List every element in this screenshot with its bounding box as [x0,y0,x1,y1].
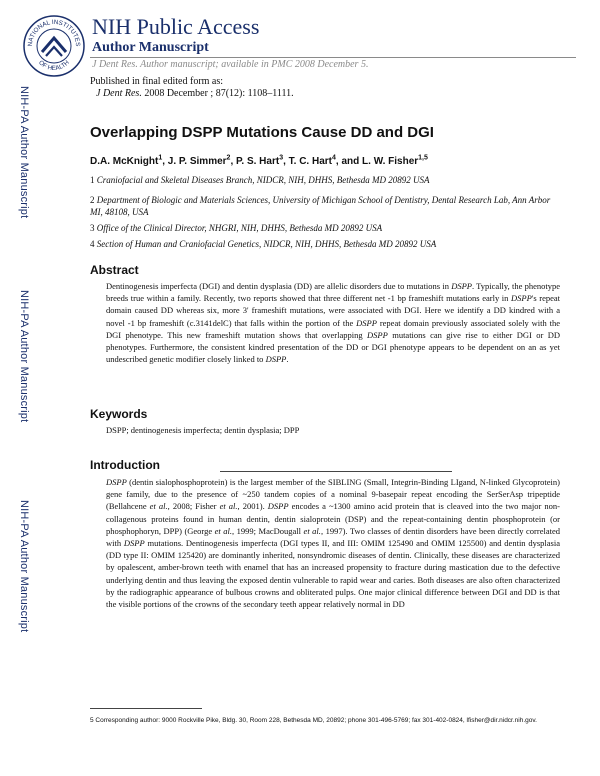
side-banner-2: NIH-PA Author Manuscript [18,290,30,423]
abstract-text: 's repeat domain caused DD whereas six, more 3' frameshift mutations, were associated with DGI. Here we identify a DD kindred with a novel -1 bp frameshift (c.3141delC) that falls within the portion of the [106,293,560,328]
abstract-text: repeat domain previously associated solely with the DGI phenotype. This new frameshift mutation shows that overlapping [106,317,561,340]
side-banner-3: NIH-PA Author Manuscript [18,500,30,633]
author-name: D.A. McKnight [90,156,159,167]
intro-etal: et al. [214,525,233,536]
logo-top-text: NATIONAL INSTITUTES [26,18,82,47]
author-sup: 3 [279,154,284,162]
abstract-gene: DSPP [511,293,532,304]
intro-text: , 2001). [237,501,268,512]
nih-logo [22,14,86,78]
affiliation [90,194,560,218]
intro-etal: et al. [303,525,321,536]
footnote-divider [90,708,202,709]
affiliation-number: 3 [90,223,95,233]
intro-etal: et al. [219,501,238,512]
intro-text: (dentin sialophosphoprotein) is the largest member of the SIBLING (Small, Integrin-Binding LIgand, N-linked Glycoprotein) gene family, due to the presence of ~250 tandem copies of a nominal 9-basepair repeat encoding the SerSerAsp tripeptide (Bellahcene [106,477,560,512]
keywords-text: DSPP; dentinogenesis imperfecta; dentin dysplasia; DPP [106,425,300,435]
author-name: P. S. Hart [236,156,280,167]
abstract-gene: DSPP [356,317,377,328]
footnote: 5 Corresponding author: 9000 Rockville Pike, Bldg. 30, Room 228, Bethesda MD, 20892; phone 301-496-5769; fax 301-402-0824, lfisher@dir.nidcr.nih.gov. [90,717,537,724]
affiliation-text: Section of Human and Craniofacial Genetics, NIDCR, NIH, DHHS, Bethesda MD 20892 USA [96,239,437,249]
intro-text: , 2008; Fisher [167,501,220,512]
availability-text: Author manuscript; available in PMC 2008 December 5. [140,59,369,70]
affiliation-number: 1 [90,175,95,185]
citation-details: 2008 December ; 87(12): 1108–1111. [144,88,294,99]
intro-text: mutations. Dentinogenesis imperfecta (DGI types II, and III: OMIM 125490 and OMIM 125500) and dentin dysplasia (DD type II: OMIM 125420) are dominantly inherited, nonsyndromic diseases of dentin. Clinically, these diseases are characterized by opalescent, amber-brown teeth with enamel that has an increased propensity to fracture during mastication due to the defective underlying dentin and thus leaving the exposed dentin vulnerable to rapid wear and caries. Both diseases are also often characterized by the radiographic appearance of bulbous crowns and obliterated pulps. One major clinical difference between DGI and DD is that the visible portions of the crowns of the secondary teeth appear relatively normal in DD [106,538,560,610]
side-banner-1: NIH-PA Author Manuscript [18,86,30,219]
author-manuscript-label: Author Manuscript [92,40,209,55]
author-sup: 1,5 [418,154,428,162]
affiliation [90,222,560,234]
header-divider [90,57,576,58]
author-sep: , [230,156,237,167]
abstract-gene: DSPP [451,281,472,291]
abstract-body [106,280,560,365]
section-divider [220,471,452,472]
author-name: J. P. Simmer [167,156,227,167]
availability-journal: J Dent Res. [92,59,138,70]
availability-line [92,59,368,70]
abstract-gene: DSPP [367,329,388,340]
affiliation-number: 4 [90,239,95,249]
abstract-text: . Typically, the phenotype breeds true within a family. Recently, two reports showed that three different net -1 bp frameshift mutations early in [106,281,560,304]
intro-text: , 1997). Two classes of dentin disorders have been directly correlated with [106,525,561,549]
author-list [90,156,428,167]
affiliation [90,174,560,186]
abstract-heading: Abstract [90,263,139,277]
affiliation-number: 2 [90,195,95,205]
affiliation-text: Department of Biologic and Materials Sciences, University of Michigan School of Dentistry, Dental Research Lab, Ann Arbor MI, 48108, USA [90,195,551,217]
author-sep: , [283,156,289,167]
intro-text: encodes a ~1300 amino acid protein that is cleaved into the two major non-collagenous proteins found in human dentin, dentin sialoprotein (DSP) and the repeat-containing dentin phosphoprotein (or phosphophoryn, DPP) (George [106,501,560,536]
author-sup: 4 [332,154,336,162]
affiliation-text: Office of the Clinical Director, NHGRI, NIH, DHHS, Bethesda MD 20892 USA [96,223,383,233]
introduction-body [106,476,560,610]
citation [96,88,294,99]
keywords-heading: Keywords [90,407,148,421]
intro-gene: DSPP [106,477,127,487]
intro-etal: et al. [149,501,168,512]
author-sup: 1 [158,154,163,162]
nih-public-access-title: NIH Public Access [92,14,260,39]
abstract-text: Dentinogenesis imperfecta (DGI) and dentin dysplasia (DD) are allelic disorders due to mutations in [106,281,452,291]
intro-gene: DSPP [123,538,145,549]
introduction-heading: Introduction [90,458,160,472]
author-sup: 2 [226,154,231,162]
abstract-gene: DSPP [265,354,287,365]
intro-gene: DSPP [267,501,289,512]
author-name: T. C. Hart [288,156,332,167]
affiliation [90,238,560,250]
abstract-text: mutations can give rise to either DGI or DD phenotypes. Furthermore, the consistent kindred presentation of the DD or DGI phenotype appears to be dependent on an as yet undescribed genetic modifier closely linked to [106,329,560,365]
article-title: Overlapping DSPP Mutations Cause DD and DGI [90,124,434,141]
author-name: L. W. Fisher [362,156,419,167]
published-label: Published in final edited form as: [90,76,224,87]
intro-text: , 1999; MacDougall [232,525,304,536]
citation-journal: J Dent Res. [96,88,142,99]
abstract-text: . [286,354,289,365]
svg-text:OF HEALTH [37,59,71,72]
affiliation-text: Craniofacial and Skeletal Diseases Branch, NIDCR, NIH, DHHS, Bethesda MD 20892 USA [96,175,430,185]
author-sep: , and [335,156,363,167]
author-sep: , [162,156,168,167]
logo-bottom-text: OF HEALTH [37,59,71,73]
